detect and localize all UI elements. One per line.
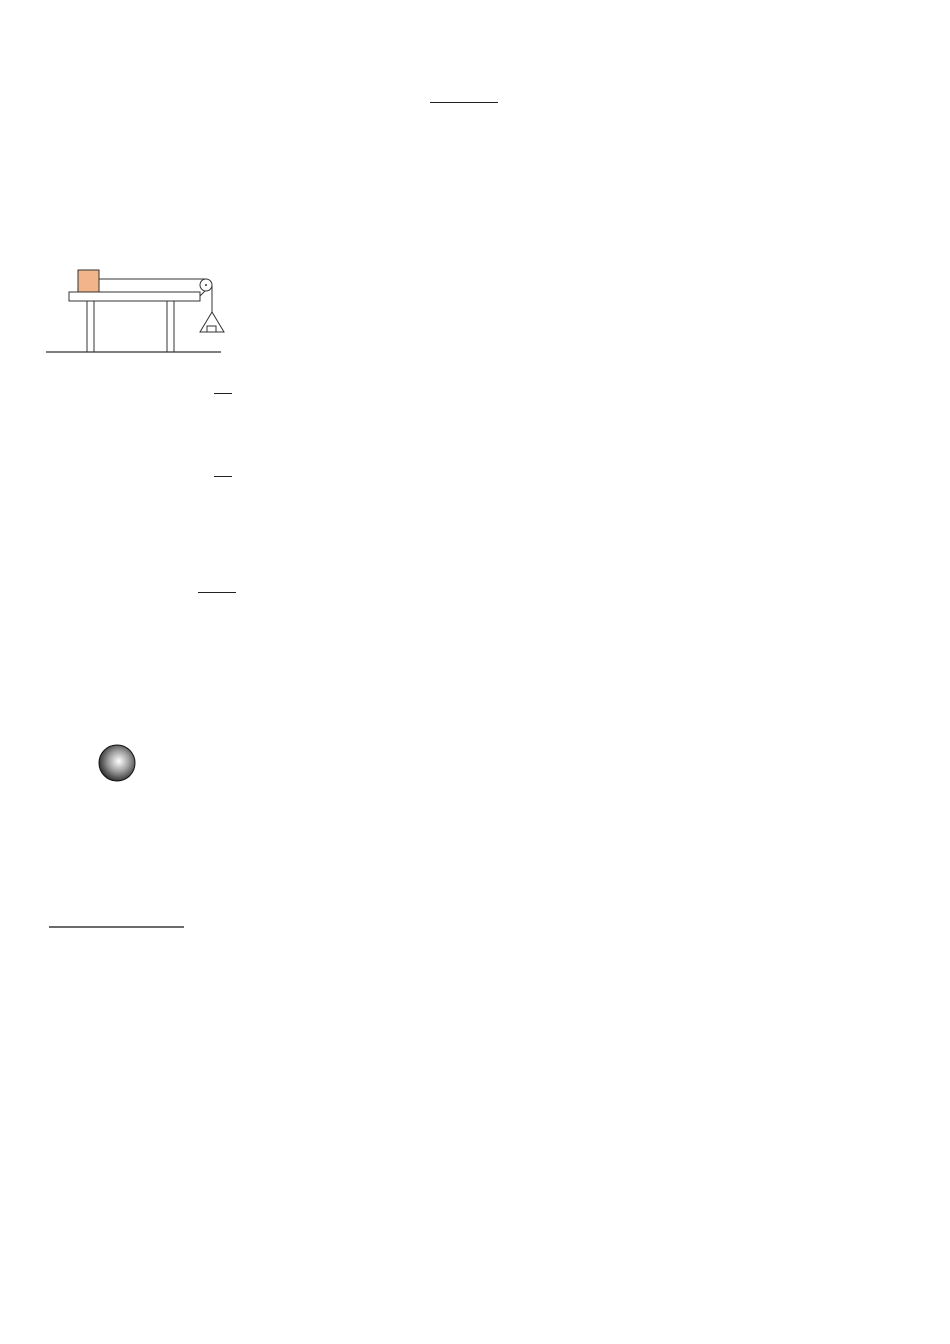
ball (99, 745, 135, 781)
q9-ball-spring-figure (44, 740, 194, 945)
q8-option-b-fraction (214, 476, 232, 477)
block-M (78, 270, 99, 292)
table-top (69, 292, 200, 301)
q8-option-d-fraction (198, 592, 236, 593)
q8-table-pulley-figure (40, 250, 250, 365)
weight (207, 326, 216, 332)
q7-formula-fraction (430, 102, 498, 103)
q8-option-a-fraction (214, 393, 232, 394)
